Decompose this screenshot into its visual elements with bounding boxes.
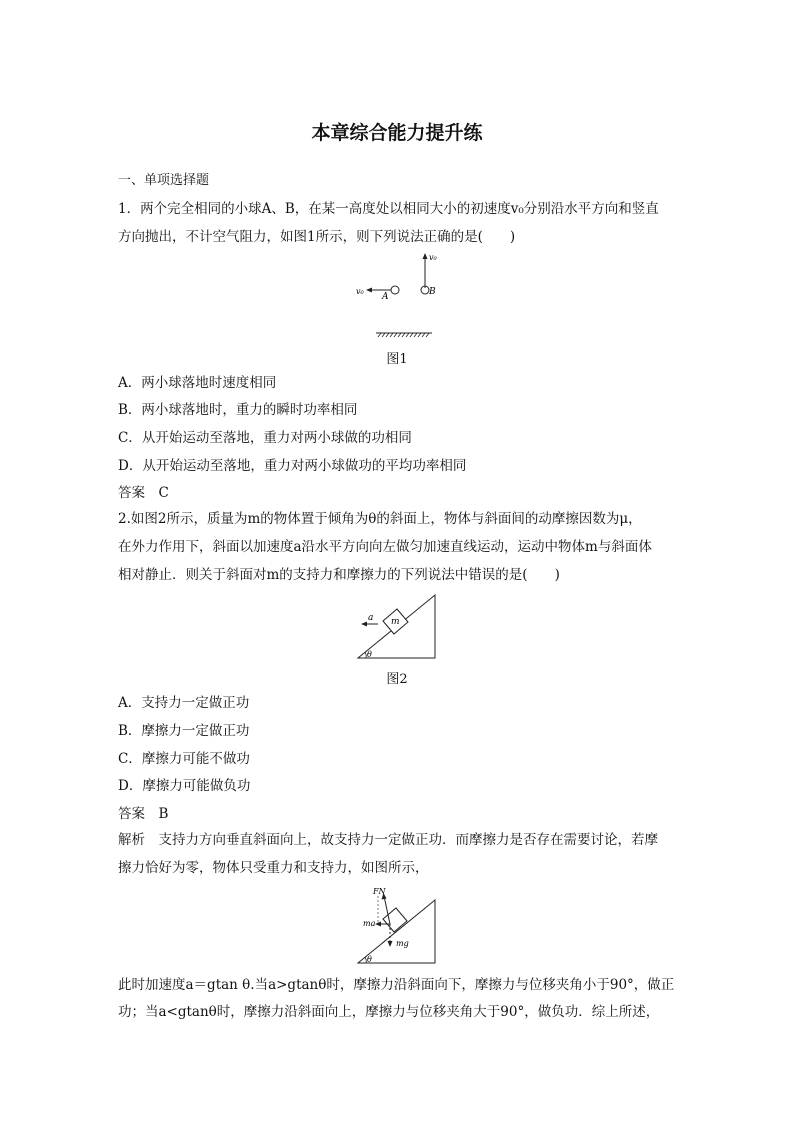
q1-option-a: A．两小球落地时速度相同 xyxy=(118,375,277,391)
figure-1-caption: 图1 xyxy=(386,352,408,367)
mass-label: m xyxy=(391,617,400,627)
q2-line-2: 在外力作用下，斜面以加速度a沿水平方向向左做匀加速直线运动，运动中物体m与斜面体 xyxy=(118,539,652,555)
figure-3 xyxy=(0,884,794,964)
angle-label-2: θ xyxy=(367,955,372,964)
q2-analysis-line-1: 解析 支持力方向垂直斜面向上，故支持力一定做正功．而摩擦力是否存在需要讨论，若摩 xyxy=(118,832,658,848)
q1-option-d: D．从开始运动至落地，重力对两小球做功的平均功率相同 xyxy=(118,458,467,474)
q2-line-1: 2.如图2所示，质量为m的物体置于倾角为θ的斜面上，物体与斜面间的动摩擦因数为μ， xyxy=(118,511,642,527)
q1-line-2: 方向抛出，不计空气阻力，如图1所示，则下列说法正确的是( ) xyxy=(118,229,516,245)
page-title: 本章综合能力提升练 xyxy=(311,122,483,144)
q2-tail-line-1: 此时加速度a＝gtan θ.当a>gtanθ时，摩擦力沿斜面向下，摩擦力与位移夹角小于90°，做正 xyxy=(118,977,675,993)
ball-a-label: A xyxy=(382,292,389,302)
block-2 xyxy=(383,908,407,932)
q1-option-b: B．两小球落地时，重力的瞬时功率相同 xyxy=(118,402,358,418)
figure-2-caption: 图2 xyxy=(386,672,408,687)
q2-line-3: 相对静止．则关于斜面对m的支持力和摩擦力的下列说法中错误的是( ) xyxy=(118,567,560,583)
figure-2 xyxy=(0,592,794,662)
q2-option-d: D．摩擦力可能做负功 xyxy=(118,778,251,794)
q2-tail-line-2: 功；当a<gtanθ时，摩擦力沿斜面向上，摩擦力与位移夹角大于90°，做负功．综上所述， xyxy=(118,1004,660,1020)
v0-top-label: v₀ xyxy=(429,253,437,262)
q2-answer: 答案 B xyxy=(118,806,169,822)
section-heading: 一、单项选择题 xyxy=(118,173,210,188)
normal-force-label: FN xyxy=(373,887,386,896)
ma-label: ma xyxy=(363,919,376,928)
angle-label: θ xyxy=(367,650,372,659)
acceleration-label: a xyxy=(368,613,374,623)
ball-b-label: B xyxy=(429,287,436,297)
q2-analysis-line-2: 擦力恰好为零，物体只受重力和支持力，如图所示， xyxy=(118,860,429,876)
q1-option-c: C．从开始运动至落地，重力对两小球做的功相同 xyxy=(118,430,412,446)
v0-left-label: v₀ xyxy=(356,287,364,296)
q2-option-c: C．摩擦力可能不做功 xyxy=(118,751,250,767)
gravity-label: mg xyxy=(396,939,409,948)
figure-1 xyxy=(0,250,794,350)
q2-option-a: A．支持力一定做正功 xyxy=(118,695,250,711)
q1-answer: 答案 C xyxy=(118,485,169,501)
ball-a xyxy=(391,286,399,294)
q2-option-b: B．摩擦力一定做正功 xyxy=(118,723,250,739)
q1-line-1: 1．两个完全相同的小球A、B，在某一高度处以相同大小的初速度v₀分别沿水平方向和竖直 xyxy=(118,201,659,217)
